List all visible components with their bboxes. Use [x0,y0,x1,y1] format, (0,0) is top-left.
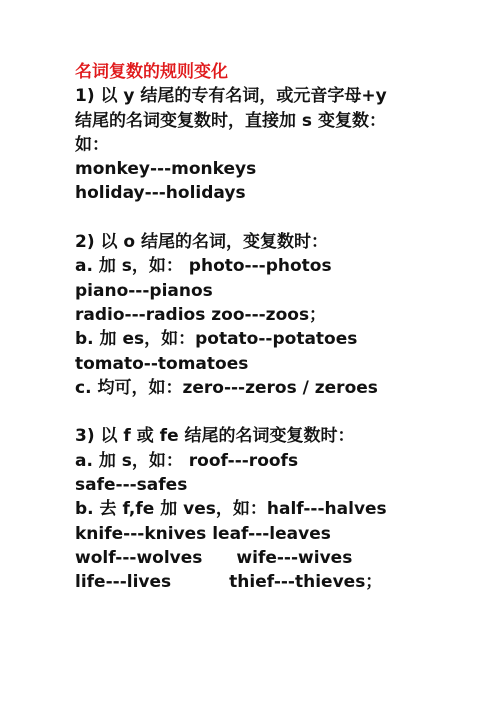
rule2-a-line: a. 加 s，如： photo---photos [75,256,332,277]
rule3-a-example-1: safe---safes [75,475,188,496]
rule3-b-example-1: knife---knives leaf---leaves [75,523,331,544]
rule3-b-example-2b: wife---wives [236,547,353,568]
paragraph-spacer [75,206,435,230]
rule3-b-line: b. 去 f,fe 加 ves，如：half---halves [75,499,387,520]
rule1-text-line3: 如： [75,134,109,155]
document-body [75,60,435,595]
rule2-b-line: b. 加 es，如：potato--potatoes [75,329,358,350]
rule3-heading: 3) 以 f 或 fe 结尾的名词变复数时： [75,426,355,447]
rule1-text-line2: 结尾的名词变复数时，直接加 s 变复数： [75,110,386,131]
rule3-b-example-row-2 [75,546,435,570]
rule2-b-example-1: tomato--tomatoes [75,353,249,374]
rule2-a-example-1: piano---pianos [75,280,213,301]
paragraph-spacer [75,400,435,424]
rule2-heading: 2) 以 o 结尾的名词，变复数时： [75,232,329,253]
rule3-b-example-2a: wolf---wolves [75,547,203,568]
rule3-b-example-3b: thief---thieves； [229,572,383,593]
rule3-b-example-row-3 [75,570,435,594]
rule2-a-example-2: radio---radios zoo---zoos； [75,304,327,325]
rule1-example-1: monkey---monkeys [75,159,257,180]
rule3-a-line: a. 加 s，如： roof---roofs [75,450,299,471]
rule3-b-example-3a: life---lives [75,572,172,593]
rule1-text-line1: 1) 以 y 结尾的专有名词，或元音字母+y [75,86,387,107]
section-title: 名词复数的规则变化 [75,62,228,82]
rule2-c-line: c. 均可，如：zero---zeros / zeroes [75,377,378,398]
rule1-example-2: holiday---holidays [75,183,246,204]
